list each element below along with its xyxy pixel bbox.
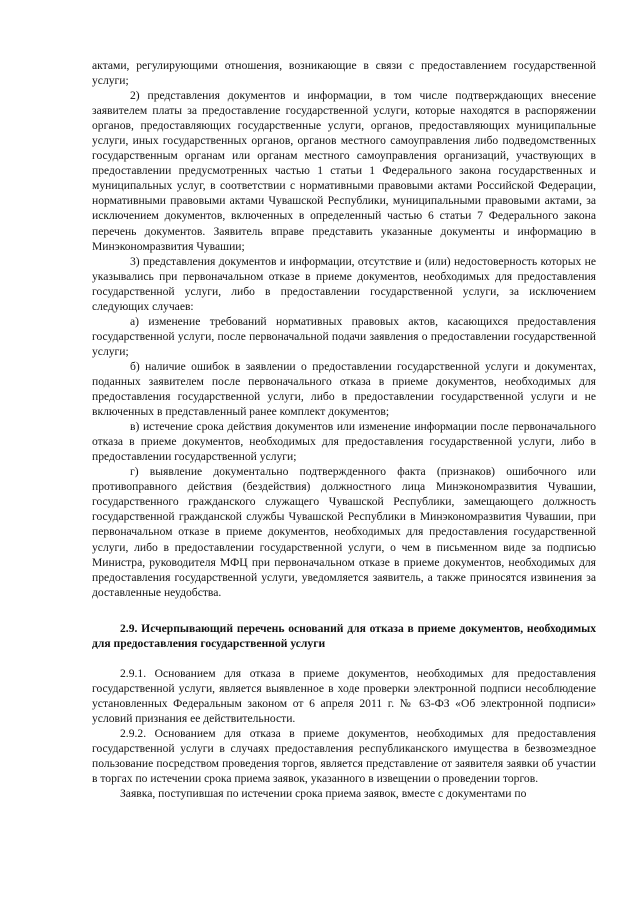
paragraph-application: Заявка, поступившая по истечении срока приема заявок, вместе с документами по (120, 787, 527, 801)
section-heading: 2.9. Исчерпывающий перечень оснований для отказа в приеме документов, необходимых для предоставления государственной услуги (92, 621, 596, 650)
paragraph-item-g: г) выявление документально подтвержденного факта (признаков) ошибочного или противоправного действия (бездействия) должностного лица Минэкономразвития Чувашии, государственного гражданского служащего Чувашской Республики, замещающего должность государственной гражданской службы Чувашской Республики в Минэкономразвития Чувашии, при первоначальном отказе в приеме документов, необходимых для предоставления государственной услуги, либо в предоставлении государственной услуги, о чем в письменном виде за подписью Министра, руководителя МФЦ при первоначальном отказе в приеме документов, необходимых для предоставления государственной услуги, уведомляется заявитель, а также приносятся извинения за доставленные неудобства. (92, 465, 596, 599)
paragraph-item-a: а) изменение требований нормативных правовых актов, касающихся предоставления государственной услуги, после первоначальной подачи заявления о предоставлении государственной услуги; (92, 314, 596, 358)
paragraph-item-b: б) наличие ошибок в заявлении о предоставлении государственной услуги и документах, поданных заявителем после первоначального отказа в приеме документов, необходимых для предоставления государственной услуги, либо в предоставлении государственной услуги и не включенных в представленный ранее комплект документов; (92, 359, 596, 419)
paragraph-item-2: 2) представления документов и информации, в том числе подтверждающих внесение заявителем платы за предоставление государственной услуги, которые находятся в распоряжении органов, предоставляющих государственные услуги, органов, предоставляющих муниципальные услуги, иных государственных органов, органов местного самоуправления либо подведомственных государственным органам или органам местного самоуправления организаций, участвующих в предоставлении предусмотренных частью 1 статьи 1 Федерального закона государственных и муниципальных услуг, в соответствии с нормативными правовыми актами Российской Федерации, нормативными правовыми актами Чувашской Республики, муниципальными правовыми актами, за исключением документов, включенных в определенный частью 6 статьи 7 Федерального закона перечень документов. Заявитель вправе представить указанные документы и информацию в Минэкономразвития Чувашии; (92, 89, 596, 253)
paragraph-2-9-2: 2.9.2. Основанием для отказа в приеме документов, необходимых для предоставления государственной услуги в случаях предоставления республиканского имущества в безвозмездное пользование посредством проведения торгов, является представление от заявителя заявки об участии в торгах по истечении срока приема заявок, указанного в извещении о проведении торгов. (92, 726, 596, 786)
document-page (92, 58, 596, 801)
paragraph-item-3: 3) представления документов и информации, отсутствие и (или) недостоверность которых не указывались при первоначальном отказе в приеме документов, необходимых для предоставления государственной услуги, либо в предоставлении государственной услуги, за исключением следующих случаев: (92, 254, 596, 313)
paragraph-continuation: актами, регулирующими отношения, возникающие в связи с предоставлением государственной услуги; (92, 59, 596, 88)
paragraph-2-9-1: 2.9.1. Основанием для отказа в приеме документов, необходимых для предоставления государственной услуги, является выявленное в ходе проверки электронной подписи несоблюдение установленных Федеральным законом от 6 апреля 2011 г. № 63-ФЗ «Об электронной подписи» условий признания ее действительности. (92, 666, 596, 725)
paragraph-item-v: в) истечение срока действия документов или изменение информации после первоначального отказа в приеме документов, необходимых для предоставления государственной услуги, либо в предоставлении государственной услуги; (92, 420, 596, 464)
